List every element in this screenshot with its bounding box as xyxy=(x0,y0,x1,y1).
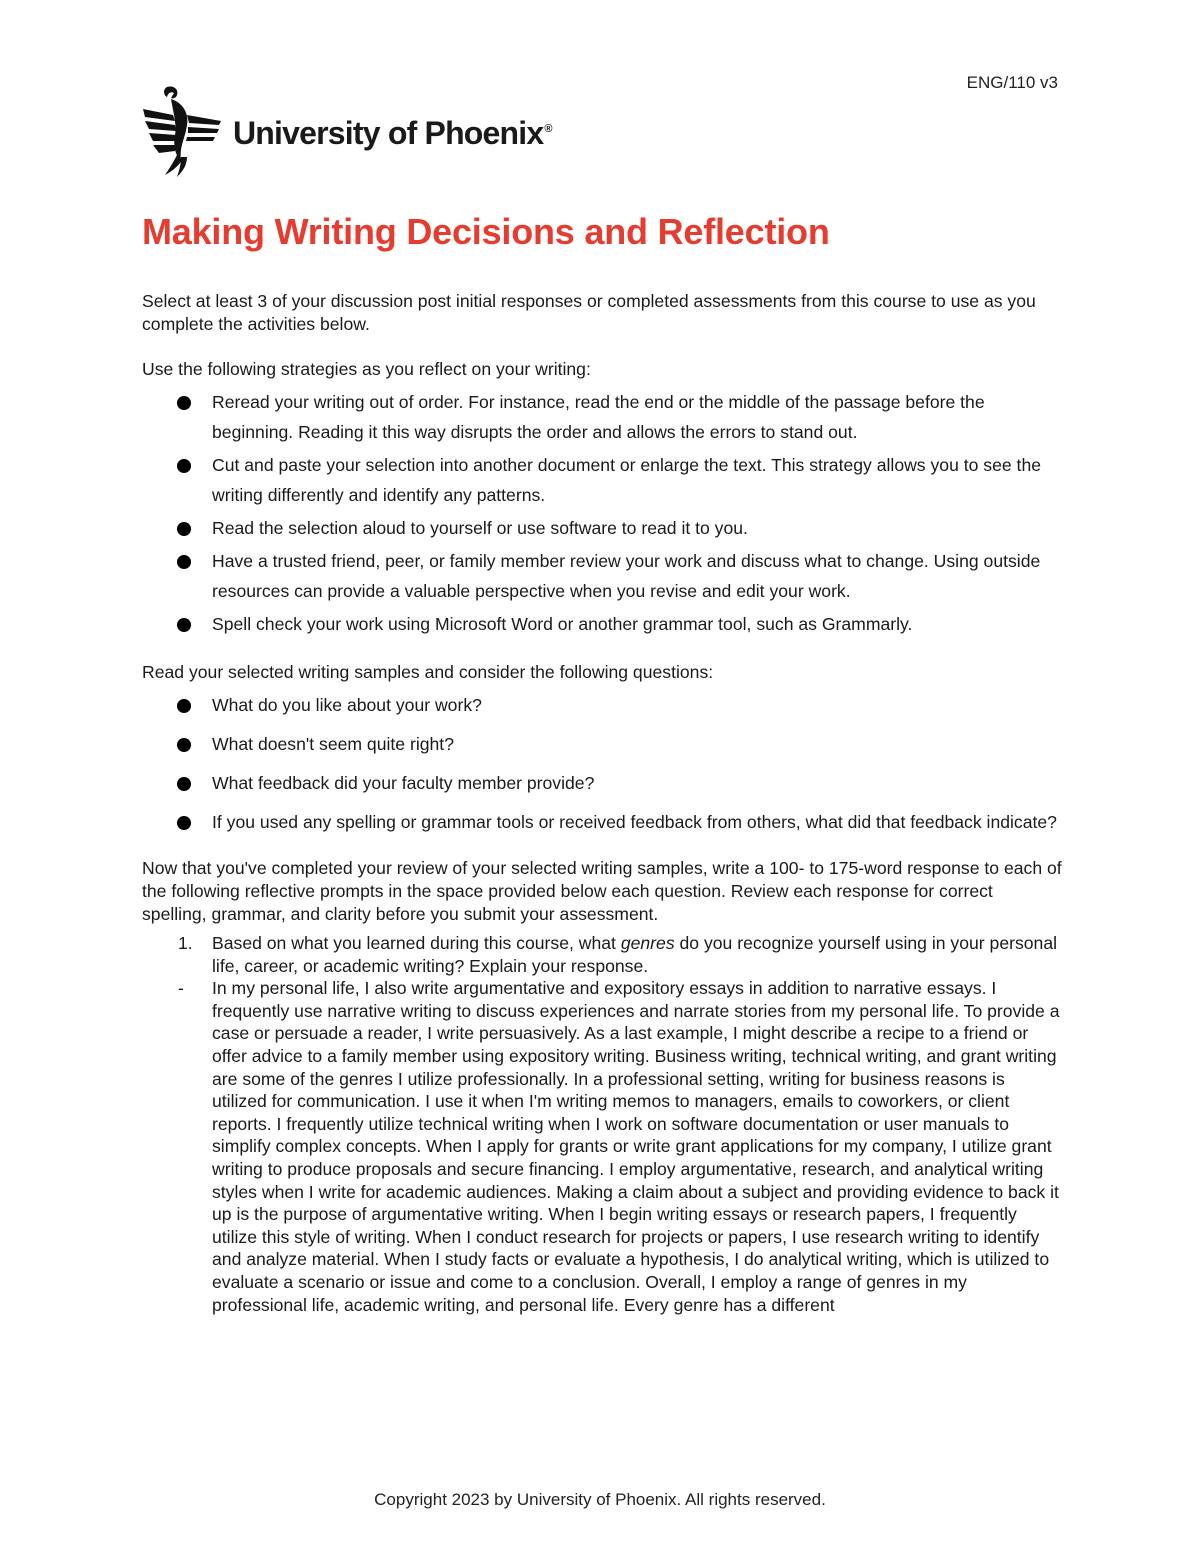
questions-lead: Read your selected writing samples and consider the following questions: xyxy=(142,662,714,682)
document-body xyxy=(142,290,1062,1316)
prompt-number: 1. xyxy=(178,933,193,953)
list-item xyxy=(142,546,1062,606)
bullet-icon xyxy=(177,618,191,632)
list-item-text: Have a trusted friend, peer, or family member review your work and discuss what to change. Using outside resources can provide a valuable perspective when you revise and edit your work. xyxy=(212,551,1041,601)
bullet-icon xyxy=(177,816,191,830)
list-item xyxy=(142,609,1062,639)
prompt-item xyxy=(142,932,1062,977)
response-dash: - xyxy=(178,978,184,999)
list-item-text: Cut and paste your selection into another document or enlarge the text. This strategy allows you to see the writing differently and identify any patterns. xyxy=(212,455,1042,505)
list-item xyxy=(142,513,1062,543)
bullet-icon xyxy=(177,777,191,791)
prompt-text-after: do you recognize yourself using in your personal life, career, or academic writing? Explain your response. xyxy=(212,933,1058,976)
prompt-text xyxy=(212,933,1057,976)
list-item-text: What feedback did your faculty member provide? xyxy=(212,773,595,793)
list-item-text: Reread your writing out of order. For instance, read the end or the middle of the passage before the beginning. Reading it this way disrupts the order and allows the errors to stand out. xyxy=(212,392,985,442)
strategies-lead: Use the following strategies as you reflect on your writing: xyxy=(142,359,591,379)
bullet-icon xyxy=(177,738,191,752)
bullet-icon xyxy=(177,699,191,713)
list-item xyxy=(142,807,1062,837)
intro-paragraph: Select at least 3 of your discussion post initial responses or completed assessments from this course to use as you complete the activities below. xyxy=(142,291,1036,334)
prompt-emphasis: genres xyxy=(620,933,675,953)
copyright-footer: Copyright 2023 by University of Phoenix. All rights reserved. xyxy=(374,1490,826,1509)
list-item xyxy=(142,768,1062,798)
university-logo xyxy=(143,85,552,177)
page-title: Making Writing Decisions and Reflection xyxy=(142,211,830,252)
list-item-text: If you used any spelling or grammar tools or received feedback from others, what did that feedback indicate? xyxy=(212,812,1057,832)
logo-wordmark xyxy=(233,115,552,152)
list-item-text: Read the selection aloud to yourself or use software to read it to you. xyxy=(212,518,748,538)
logo-wordmark-text: University of Phoenix xyxy=(233,114,544,151)
course-code: ENG/110 v3 xyxy=(966,73,1058,92)
list-item xyxy=(142,387,1062,447)
strategies-list xyxy=(142,387,1062,639)
bullet-icon xyxy=(177,522,191,536)
prompts-list xyxy=(142,932,1062,1316)
list-item xyxy=(142,729,1062,759)
list-item xyxy=(142,450,1062,510)
bullet-icon xyxy=(177,555,191,569)
response-item xyxy=(142,977,1062,1316)
list-item-text: What do you like about your work? xyxy=(212,695,482,715)
list-item xyxy=(142,690,1062,720)
response-text: In my personal life, I also write argumentative and expository essays in addition to narrative essays. I frequently use narrative writing to discuss experiences and narrate stories from my personal life. To provide a case or persuade a reader, I write persuasively. As a last example, I might describe a recipe to a friend or offer advice to a family member using expository writing. Business writing, technical writing, and grant writing are some of the genres I utilize professionally. In a professional setting, writing for business reasons is utilized for communication. I use it when I'm writing memos to managers, emails to coworkers, or client reports. I frequently utilize technical writing when I work on software documentation or user manuals to simplify complex concepts. When I apply for grants or write grant applications for my company, I utilize grant writing to produce proposals and secure financing. I employ argumentative, research, and analytical writing styles when I write for academic audiences. Making a claim about a subject and providing evidence to back it up is the purpose of argumentative writing. When I begin writing essays or research papers, I frequently utilize this style of writing. When I conduct research for projects or papers, I use research writing to identify and analyze material. When I study facts or evaluate a hypothesis, I do analytical writing, which is utilized to evaluate a scenario or issue and come to a conclusion. Overall, I employ a range of genres in my professional life, academic writing, and personal life. Every genre has a different xyxy=(212,978,1060,1315)
prompt-text-before: Based on what you learned during this course, what xyxy=(212,933,621,953)
phoenix-bird-icon xyxy=(143,85,223,177)
bullet-icon xyxy=(177,459,191,473)
list-item-text: Spell check your work using Microsoft Word or another grammar tool, such as Grammarly. xyxy=(212,614,913,634)
instructions-paragraph: Now that you've completed your review of your selected writing samples, write a 100- to 175-word response to each of the following reflective prompts in the space provided below each question. Review each response for correct spelling, grammar, and clarity before you submit your assessment. xyxy=(142,858,1062,924)
list-item-text: What doesn't seem quite right? xyxy=(212,734,454,754)
bullet-icon xyxy=(177,396,191,410)
registered-mark: ® xyxy=(544,122,552,135)
questions-list xyxy=(142,690,1062,837)
